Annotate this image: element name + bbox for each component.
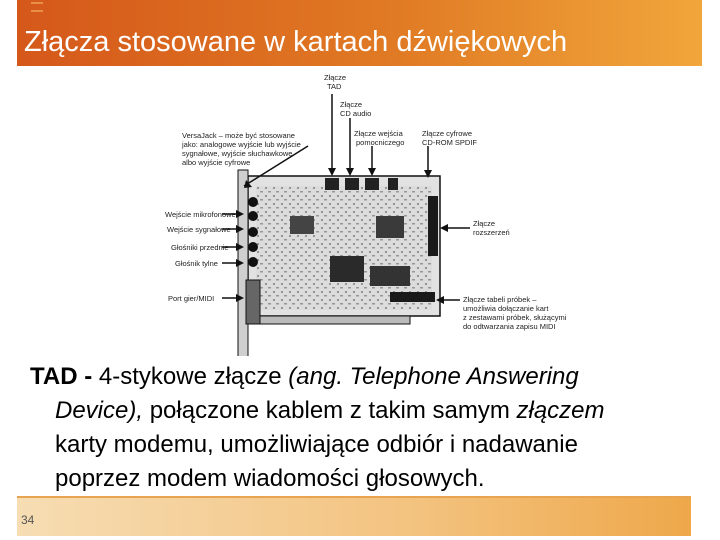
label-cd-1: Złącze — [340, 100, 363, 109]
label-expansion-2: rozszerzeń — [473, 228, 510, 237]
slide-title: Złącza stosowane w kartach dźwiękowych — [24, 26, 568, 58]
label-wavetable-2: umożliwia dołączanie kart — [463, 304, 549, 313]
label-mic: Wejście mikrofonowe — [165, 210, 236, 219]
label-versajack-3: sygnałowe, wyjście słuchawkowe — [182, 149, 293, 158]
label-expansion-1: Złącze — [473, 219, 496, 228]
body-line-3: karty modemu, umożliwiające odbiór i nadawanie — [55, 431, 578, 458]
label-cd-2: CD audio — [340, 109, 372, 118]
body-italic-2: Device), — [55, 397, 144, 424]
footer-divider — [17, 496, 691, 498]
label-front-speakers: Głośniki przednie — [171, 243, 229, 252]
page-number: 34 — [21, 513, 35, 527]
label-wavetable-3: z zestawami próbek, służącymi — [463, 313, 567, 322]
body-line-2 — [30, 394, 702, 428]
label-line-in: Wejście sygnałowe — [167, 225, 231, 234]
label-versajack-4: albo wyjście cyfrowe — [182, 158, 251, 167]
label-tad-2: TAD — [327, 82, 342, 91]
label-tad-1: Złącze — [324, 73, 347, 82]
label-game-midi: Port gier/MIDI — [168, 294, 215, 303]
footer-bar — [17, 496, 691, 536]
label-versajack-1: VersaJack – może być stosowane — [182, 131, 295, 140]
body-line-4: poprzez modem wiadomości głosowych. — [55, 465, 485, 492]
sound-card-figure — [160, 66, 600, 356]
body-italic-3: złączem — [516, 397, 605, 424]
label-digital-1: Złącze cyfrowe — [422, 129, 473, 138]
label-aux-2: pomocniczego — [356, 138, 405, 147]
label-digital-2: CD-ROM SPDIF — [422, 138, 477, 147]
body-italic-1: (ang. Telephone Answering — [288, 363, 579, 390]
label-aux-1: Złącze wejścia — [354, 129, 403, 138]
label-versajack-2: jako: analogowe wyjście lub wyjście — [182, 140, 301, 149]
body-text-2: połączone kablem z takim samym — [143, 397, 517, 424]
slide-body-text — [30, 360, 702, 496]
corner-decoration — [31, 2, 43, 12]
label-wavetable-4: do odtwarzania zapisu MIDI — [463, 322, 556, 331]
label-wavetable-1: Złącze tabeli próbek – — [463, 295, 537, 304]
body-line-1 — [30, 360, 702, 394]
sound-card-diagram — [160, 66, 600, 356]
term-tad: TAD - — [30, 363, 99, 390]
label-rear-speakers: Głośnik tylne — [175, 259, 218, 268]
sound-card-board — [238, 170, 440, 356]
title-bar — [17, 0, 702, 66]
body-text-1: 4-stykowe złącze — [98, 363, 289, 390]
